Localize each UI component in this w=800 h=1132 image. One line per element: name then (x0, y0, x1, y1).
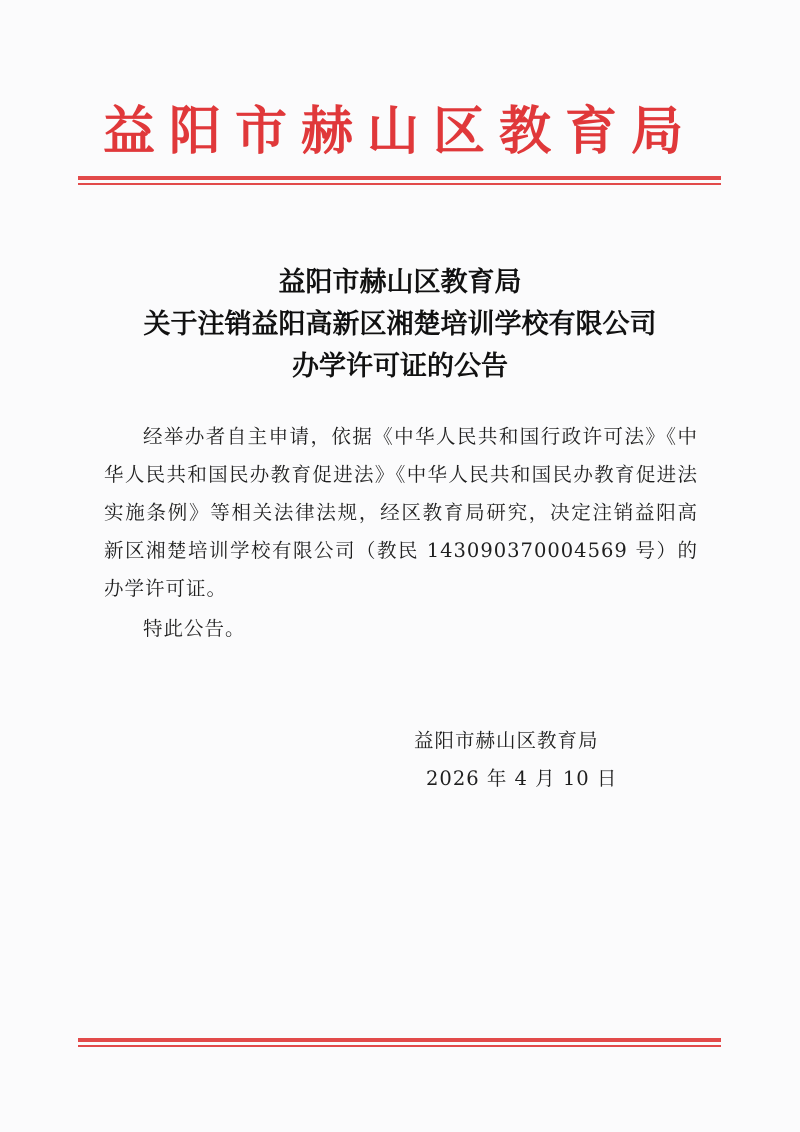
closing-statement: 特此公告。 (143, 617, 246, 640)
signature-block (404, 722, 664, 798)
document-title-line-1: 益阳市赫山区教育局 (278, 267, 522, 298)
rule-thick-line (78, 1038, 721, 1042)
letterhead-title: 益阳市赫山区教育局 (102, 101, 697, 162)
rule-thin-line (78, 1045, 721, 1047)
signature-date: 2026 年 4 月 10 日 (426, 767, 618, 790)
footer-red-rule (78, 1038, 721, 1047)
letterhead-red-rule (78, 176, 721, 185)
rule-thin-line (78, 183, 721, 185)
document-title-line-2: 关于注销益阳高新区湘楚培训学校有限公司 (143, 309, 657, 340)
body-paragraph: 经举办者自主申请，依据《中华人民共和国行政许可法》《中华人民共和国民办教育促进法》《中华人民共和国民办教育促进法实施条例》等相关法律法规，经区教育局研究，决定注销益阳高新区湘楚培训学校有限公司（教民 143090370004569 号）的办学许可证。 (104, 425, 698, 600)
rule-thick-line (78, 176, 721, 180)
document-title-line-3: 办学许可证的公告 (292, 351, 508, 382)
document-body (104, 418, 698, 648)
signature-organization: 益阳市赫山区教育局 (414, 729, 599, 752)
